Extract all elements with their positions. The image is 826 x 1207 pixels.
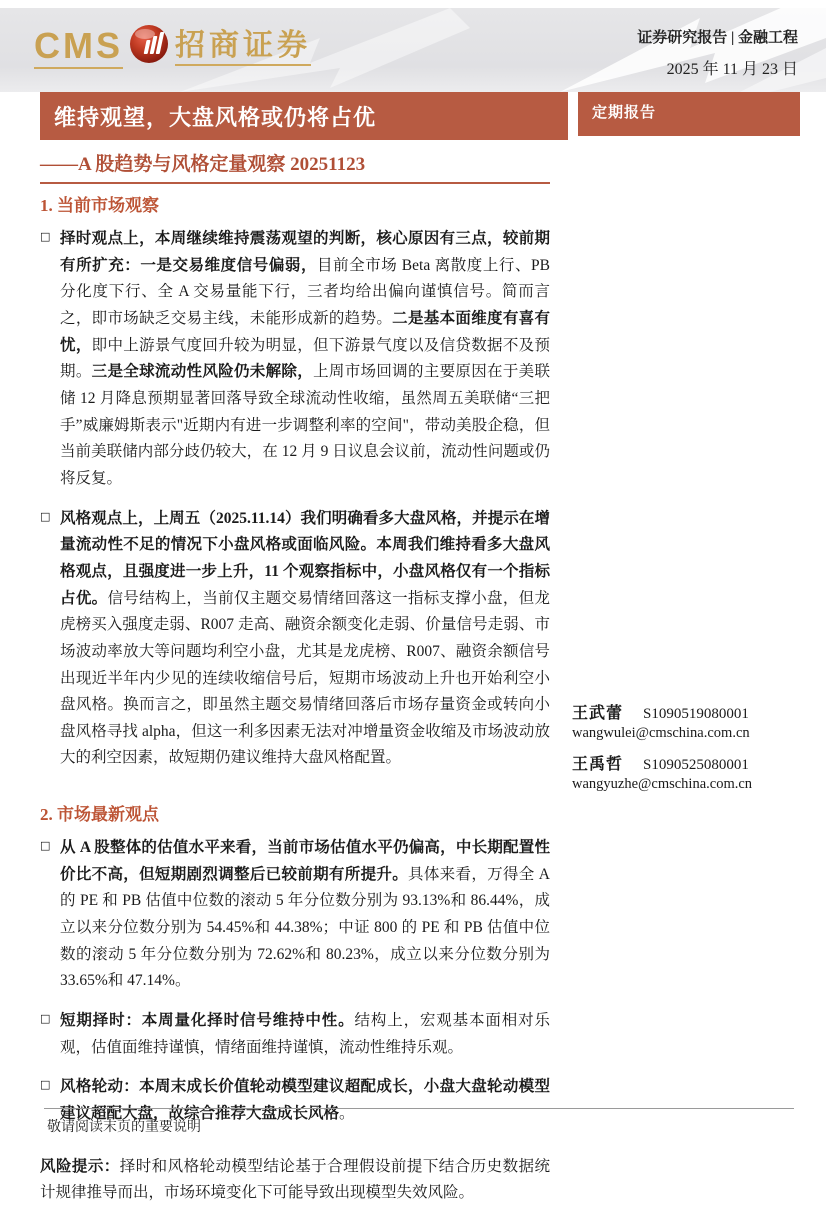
analyst-email: wangwulei@cmschina.com.cn	[572, 725, 750, 741]
sections-container	[40, 191, 550, 1128]
emphasis-text: 三是全球流动性风险仍未解除，	[91, 363, 314, 381]
analyst-cert: S1090519080001	[643, 706, 749, 722]
body-text: 信号结构上，当前仅主题交易情绪回落这一指标支撑小盘，但龙虎榜买入强度走弱、R007 走高、融资余额变化走弱、价量信号走弱、市场波动率放大等问题均利空小盘，尤其是龙虎榜、R007、融资余额信号出现近半年内少见的连续收缩信号后，短期市场波动上升也开始利空小盘风格。换而言之，即虽然主题交易情绪回落后市场存量资金或转向小盘风格寻找 alpha，但这一利多因素无法对冲增量资金收缩及市场波动放大的利空因素，故短期仍建议维持大盘风格配置。	[60, 589, 550, 767]
report-type: 证券研究报告 | 金融工程	[637, 30, 798, 46]
page-subtitle: ——A 股趋势与风格定量观察 20251123	[40, 154, 366, 175]
bullet-text	[60, 835, 550, 995]
bullet-marker-icon: □	[40, 230, 51, 243]
emphasis-text: 风格观点上，上周五（2025.11.14）我们明确看多大盘风格，并提示在增量流动性不足的情况下小盘风格或面临风险。本周我们维持看多大盘风格观点，且强度进一步上升，11 个观察指标中，小盘风格仅有一个指标占优。	[60, 509, 550, 607]
body-text: 。	[339, 1105, 355, 1123]
section-divider	[40, 182, 550, 184]
analyst-entry	[572, 700, 804, 742]
page-title: 维持观望，大盘风格或仍将占优	[40, 92, 568, 140]
bullet-text	[60, 226, 550, 493]
bullet-text	[60, 506, 550, 773]
report-section	[40, 800, 550, 1128]
cms-logo	[34, 24, 311, 73]
bullet-item	[40, 835, 550, 995]
analyst-name: 王禹哲	[572, 756, 624, 773]
body-text: 上周市场回调的主要原因在于美联储 12 月降息预期显著回落导致全球流动性收缩，虽然周五美联储“三把手”威廉姆斯表示"近期内有进一步调整利率的空间"，带动美股企稳，但当前美联储内部分歧仍较大，在 12 月 9 日议息会议前，流动性问题或仍将反复。	[60, 363, 550, 487]
bullet-item	[40, 506, 550, 773]
risk-note-text: 择时和风格轮动模型结论基于合理假设前提下结合历史数据统计规律推导而出，市场环境变化下可能导致出现模型失效风险。	[40, 1157, 550, 1202]
header-meta	[637, 26, 798, 79]
risk-note	[40, 1154, 550, 1207]
cms-logo-icon	[129, 24, 169, 69]
emphasis-text: 风格轮动：本周末成长价值轮动模型建议超配成长，小盘大盘轮动模型建议超配大盘，故综合推荐大盘成长风格	[60, 1078, 550, 1123]
bullet-marker-icon: □	[40, 1012, 51, 1026]
analyst-email: wangyuzhe@cmschina.com.cn	[572, 776, 753, 792]
bullet-marker-icon: □	[40, 1078, 51, 1092]
report-body	[40, 182, 550, 1207]
cms-logo-text: CMS	[34, 28, 123, 69]
bullet-marker-icon: □	[40, 839, 51, 853]
analyst-entry	[572, 751, 804, 793]
section-heading: 2. 市场最新观点	[40, 805, 159, 825]
report-date: 2025 年 11 月 23 日	[666, 61, 798, 78]
footer-disclaimer: 敬请阅读末页的重要说明	[47, 1120, 201, 1135]
report-section	[40, 191, 550, 772]
body-text: 结构上，宏观基本面相对乐观，估值面维持谨慎，情绪面维持谨慎，流动性维持乐观。	[60, 1012, 550, 1056]
section-heading: 1. 当前市场观察	[40, 196, 159, 215]
emphasis-text: 短期择时：本周量化择时信号维持中性。	[60, 1012, 355, 1030]
analyst-name: 王武蕾	[572, 705, 624, 722]
body-text: 目前全市场 Beta 离散度上行、PB 分化度下行、全 A 交易量能下行，三者均给出偏向谨慎信号。简而言之，即市场缺乏交易主线，未能形成新的趋势。	[60, 256, 550, 327]
analyst-head	[572, 751, 804, 774]
emphasis-text: 从 A 股整体的估值水平来看，当前市场估值水平仍偏高，中长期配置性价比不高，但短期剧烈调整后已较前期有所提升。	[60, 839, 550, 883]
body-text: 即中上游景气度回升较为明显，但下游景气度以及信贷数据不及预期。	[60, 336, 550, 381]
risk-note-label: 风险提示：	[40, 1157, 120, 1175]
bullet-marker-icon: □	[40, 509, 51, 523]
analyst-head	[572, 700, 804, 723]
footer-divider	[44, 1108, 794, 1109]
analyst-list	[572, 700, 804, 802]
bullet-item	[40, 1008, 550, 1061]
emphasis-text: 择时观点上，本周继续维持震荡观望的判断，核心原因有三点，较前期有所扩充：一是交易维度信号偏弱，	[60, 230, 550, 274]
bullet-text	[60, 1008, 550, 1061]
bullet-item	[40, 226, 550, 493]
report-category-badge: 定期报告	[578, 92, 800, 136]
analyst-cert: S1090525080001	[643, 757, 749, 773]
emphasis-text: 二是基本面维度有喜有忧，	[60, 309, 550, 354]
body-text: 具体来看，万得全 A 的 PE 和 PB 估值中位数的滚动 5 年分位数分别为 93.13%和 86.44%，成立以来分位数分别为 54.45%和 44.38%；中证 800 的 PE 和 PB 估值中位数的滚动 5 年分位数分别为 72.62%和 80.23%，成立以来分位数分别为 33.65%和 47.14%。	[60, 865, 550, 990]
cms-logo-brand: 招商证券	[175, 31, 311, 66]
